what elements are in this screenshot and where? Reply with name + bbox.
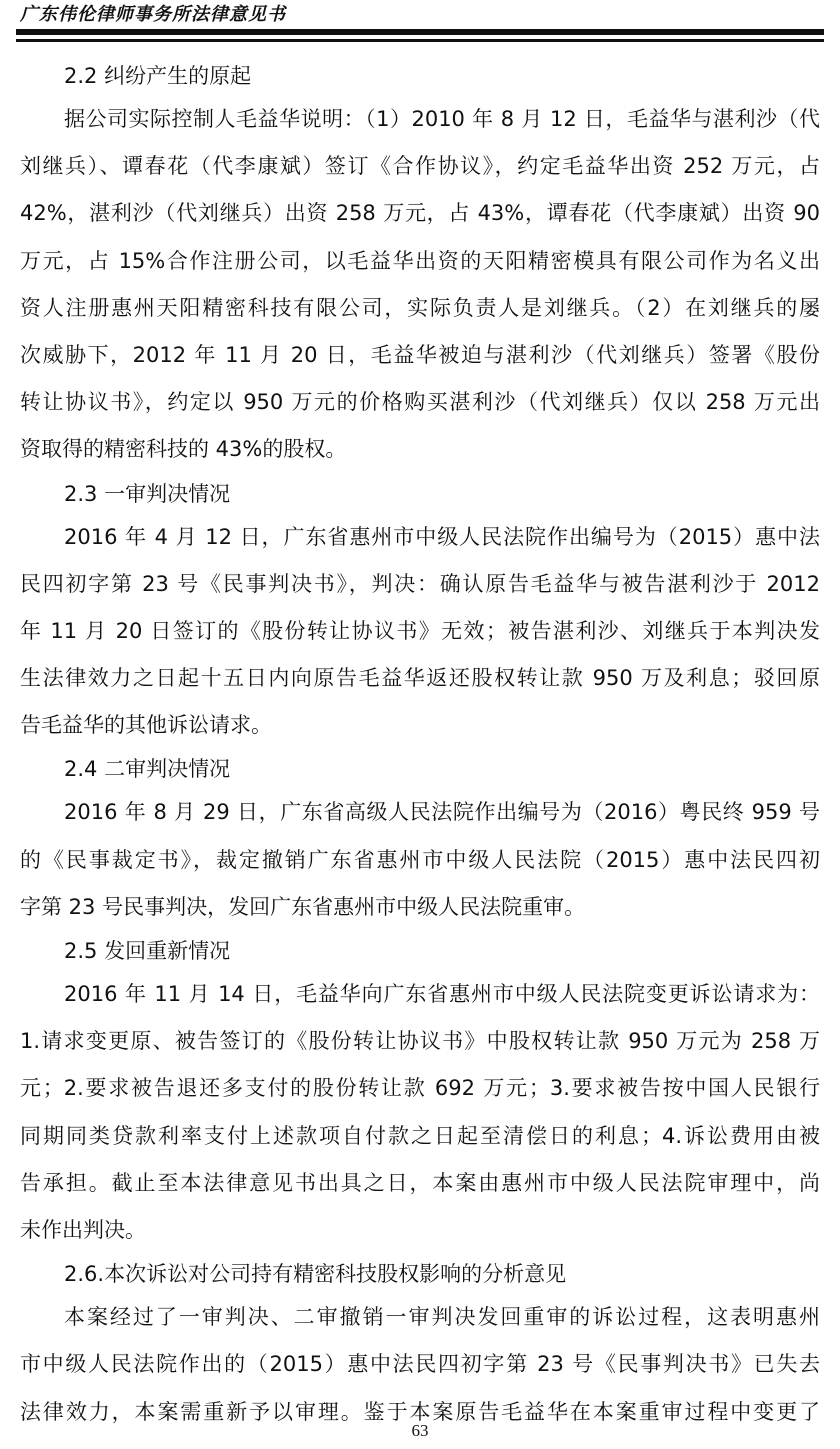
- body-line: 年 11 月 20 日签订的《股份转让协议书》无效；被告湛利沙、刘继兵于本判决发: [20, 618, 820, 643]
- paragraph-first-line: 2016 年 8 月 29 日，广东省高级人民法院作出编号为（2016）粤民终 959 号: [64, 800, 820, 825]
- body-line: 生法律效力之日起十五日内向原告毛益华返还股权转让款 950 万及利息；驳回原: [20, 666, 820, 691]
- paragraph-first-line: 据公司实际控制人毛益华说明：（1）2010 年 8 月 12 日，毛益华与湛利沙（代: [64, 107, 820, 131]
- body-line: 市中级人民法院作出的（2015）惠中法民四初字第 23 号《民事判决书》已失去: [20, 1352, 820, 1377]
- body-line: 转让协议书》，约定以 950 万元的价格购买湛利沙（代刘继兵）仅以 258 万元出: [20, 390, 820, 415]
- paragraph-last-line: 告毛益华的其他诉讼请求。: [20, 713, 272, 738]
- paragraph-first-line: 本案经过了一审判决、二审撤销一审判决发回重审的诉讼过程，这表明惠州: [64, 1305, 820, 1330]
- page-body: [20, 56, 820, 1436]
- section-heading: 2.2 纠纷产生的原起: [64, 64, 252, 88]
- section-heading: 2.6.本次诉讼对公司持有精密科技股权影响的分析意见: [64, 1262, 567, 1287]
- section-heading: 2.3 一审判决情况: [64, 481, 231, 506]
- header-rule-thick: [16, 29, 824, 35]
- body-line: 同期同类贷款利率支付上述款项自付款之日起至清偿日的利息；4.诉讼费用由被: [20, 1123, 820, 1148]
- paragraph-last-line: 字第 23 号民事判决，发回广东省惠州市中级人民法院重审。: [20, 894, 586, 919]
- paragraph-first-line: 2016 年 11 月 14 日，毛益华向广东省惠州市中级人民法院变更诉讼请求为：: [64, 982, 820, 1006]
- body-line: 42%，湛利沙（代刘继兵）出资 258 万元，占 43%，谭春花（代李康斌）出资 90: [20, 201, 820, 226]
- body-line: 1.请求变更原、被告签订的《股份转让协议书》中股权转让款 950 万元为 258 万: [20, 1029, 820, 1054]
- body-line: 刘继兵）、谭春花（代李康斌）签订《合作协议》，约定毛益华出资 252 万元，占: [20, 154, 820, 179]
- section-heading: 2.4 二审判决情况: [64, 757, 231, 782]
- body-line: 告承担。截止至本法律意见书出具之日，本案由惠州市中级人民法院审理中，尚: [20, 1170, 820, 1195]
- body-line: 民四初字第 23 号《民事判决书》，判决：确认原告毛益华与被告湛利沙于 2012: [20, 571, 820, 596]
- body-line: 法律效力，本案需重新予以审理。鉴于本案原告毛益华在本案重审过程中变更了: [20, 1399, 820, 1424]
- body-line: 资人注册惠州天阳精密科技有限公司，实际负责人是刘继兵。（2）在刘继兵的屡: [20, 295, 820, 320]
- body-line: 的《民事裁定书》，裁定撤销广东省惠州市中级人民法院（2015）惠中法民四初: [20, 847, 820, 872]
- body-line: 次威胁下，2012 年 11 月 20 日，毛益华被迫与湛利沙（代刘继兵）签署《股份: [20, 342, 820, 367]
- paragraph-first-line: 2016 年 4 月 12 日，广东省惠州市中级人民法院作出编号为（2015）惠中法: [64, 524, 820, 549]
- paragraph-last-line: 未作出判决。: [20, 1217, 146, 1242]
- header-rule-thin: [16, 39, 824, 42]
- body-line: 万元，占 15%合作注册公司，以毛益华出资的天阳精密模具有限公司作为名义出: [20, 248, 820, 273]
- header-title: 广东伟伦律师事务所法律意见书: [20, 4, 286, 25]
- paragraph-last-line: 资取得的精密科技的 43%的股权。: [20, 437, 347, 462]
- page-header: [20, 4, 820, 28]
- section-heading: 2.5 发回重新情况: [64, 939, 231, 963]
- body-line: 元；2.要求被告退还多支付的股份转让款 692 万元；3.要求被告按中国人民银行: [20, 1076, 820, 1101]
- page-number: 63: [411, 1421, 429, 1440]
